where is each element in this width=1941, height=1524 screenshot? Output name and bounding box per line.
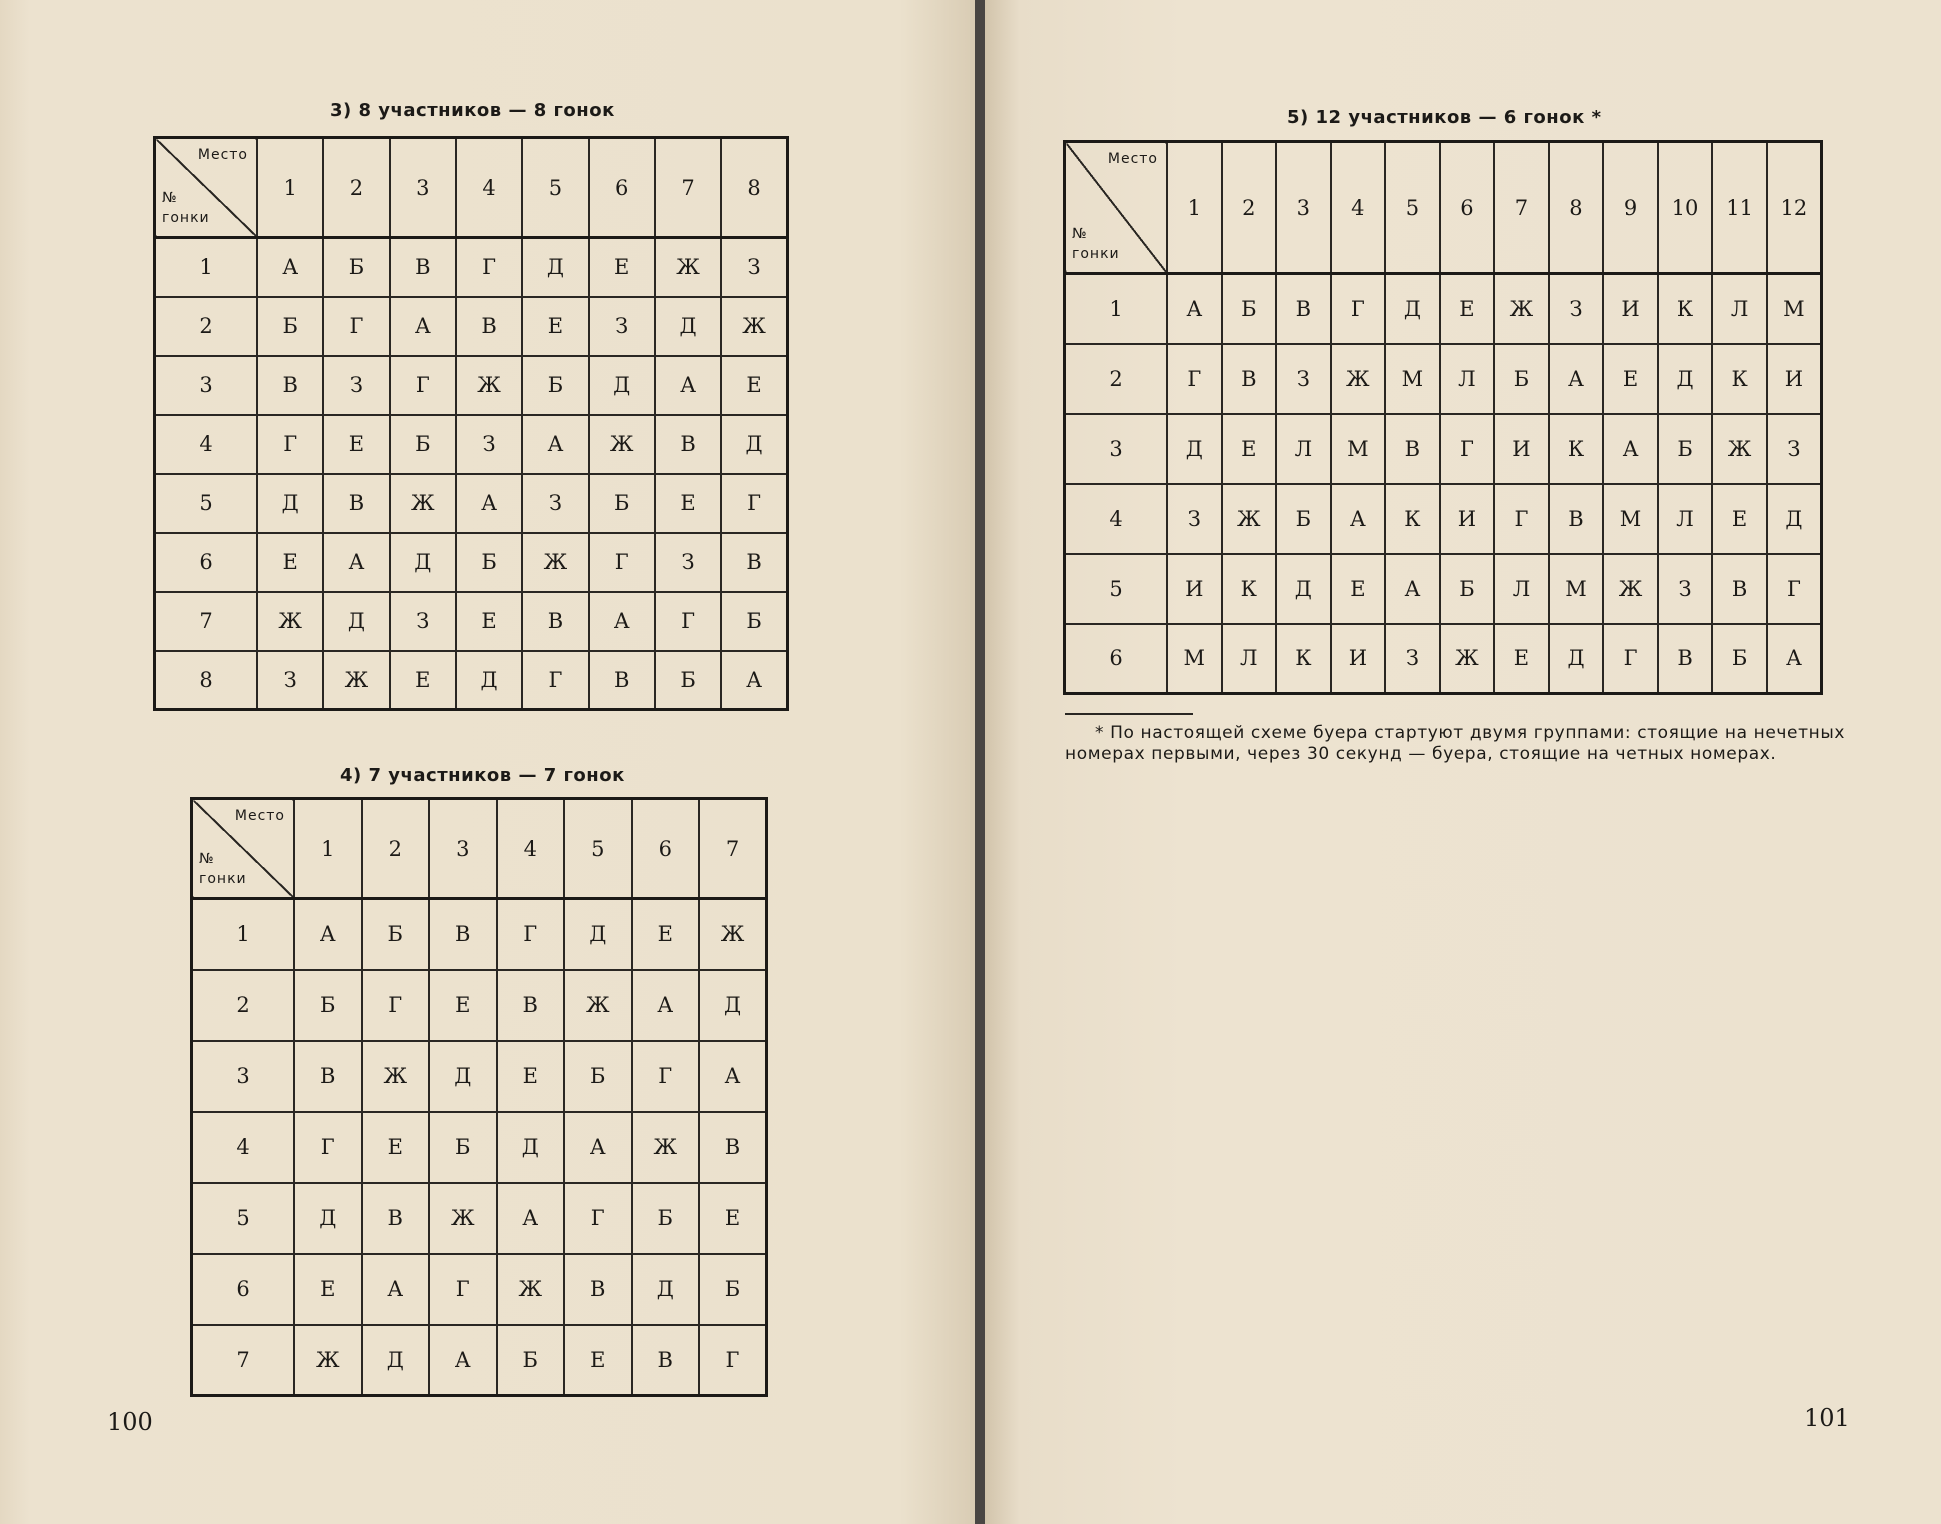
participant-cell: В — [390, 238, 456, 297]
participant-cell: Е — [257, 533, 323, 592]
race-number: 6 — [1065, 624, 1168, 694]
participant-cell: И — [1331, 624, 1386, 694]
participant-cell: Е — [589, 238, 655, 297]
race-number: 2 — [1065, 344, 1168, 414]
participant-cell: В — [522, 592, 588, 651]
corner-race-label — [1072, 224, 1120, 264]
participant-cell: Д — [632, 1254, 700, 1325]
table-row — [1065, 624, 1822, 694]
participant-cell: Г — [1767, 554, 1822, 624]
participant-cell: З — [1767, 414, 1822, 484]
participant-cell: А — [589, 592, 655, 651]
participant-cell: Г — [564, 1183, 632, 1254]
participant-cell: Л — [1658, 484, 1713, 554]
race-number: 6 — [192, 1254, 295, 1325]
participant-cell: Д — [257, 474, 323, 533]
participant-cell: А — [497, 1183, 565, 1254]
column-header: 1 — [1167, 142, 1222, 274]
participant-cell: Г — [1167, 344, 1222, 414]
participant-cell: Д — [1767, 484, 1822, 554]
page-number-left: 100 — [107, 1408, 153, 1436]
participant-cell: И — [1494, 414, 1549, 484]
column-header: 10 — [1658, 142, 1713, 274]
participant-cell: К — [1712, 344, 1767, 414]
participant-cell: Е — [1440, 274, 1495, 344]
participant-cell: А — [632, 970, 700, 1041]
participant-cell: В — [1549, 484, 1604, 554]
participant-cell: Г — [1603, 624, 1658, 694]
table-row — [1065, 414, 1822, 484]
participant-cell: Е — [522, 297, 588, 356]
participant-cell: З — [1658, 554, 1713, 624]
participant-cell: Г — [1331, 274, 1386, 344]
column-header: 11 — [1712, 142, 1767, 274]
participant-cell: Ж — [362, 1041, 430, 1112]
participant-cell: Ж — [323, 651, 389, 710]
participant-cell: В — [257, 356, 323, 415]
participant-cell: Г — [1440, 414, 1495, 484]
column-header: 4 — [497, 799, 565, 899]
participant-cell: Д — [1276, 554, 1331, 624]
participant-cell: В — [456, 297, 522, 356]
participant-cell: Ж — [564, 970, 632, 1041]
column-header: 6 — [632, 799, 700, 899]
participant-cell: Д — [294, 1183, 362, 1254]
column-header: 4 — [456, 138, 522, 238]
participant-cell: Б — [497, 1325, 565, 1396]
column-header: 1 — [257, 138, 323, 238]
table-row — [155, 474, 788, 533]
column-header: 5 — [564, 799, 632, 899]
participant-cell: К — [1222, 554, 1277, 624]
table-row — [155, 297, 788, 356]
participant-cell: Е — [1603, 344, 1658, 414]
participant-cell: В — [721, 533, 787, 592]
participant-cell: Ж — [699, 899, 767, 970]
participant-cell: А — [362, 1254, 430, 1325]
participant-cell: Ж — [1222, 484, 1277, 554]
participant-cell: Е — [721, 356, 787, 415]
participant-cell: А — [1603, 414, 1658, 484]
corner-race-label — [162, 188, 210, 228]
participant-cell: Д — [497, 1112, 565, 1183]
participant-cell: Л — [1712, 274, 1767, 344]
corner-race-word: гонки — [162, 210, 210, 226]
race-number: 3 — [1065, 414, 1168, 484]
participant-cell: А — [699, 1041, 767, 1112]
race-number: 7 — [192, 1325, 295, 1396]
corner-header — [155, 138, 258, 238]
participant-cell: И — [1440, 484, 1495, 554]
participant-cell: А — [721, 651, 787, 710]
corner-header — [1065, 142, 1168, 274]
participant-cell: Б — [257, 297, 323, 356]
participant-cell: В — [589, 651, 655, 710]
corner-number-sign: № — [162, 190, 178, 206]
participant-cell: Ж — [1603, 554, 1658, 624]
participant-cell: Б — [362, 899, 430, 970]
participant-cell: В — [564, 1254, 632, 1325]
participant-cell: Б — [564, 1041, 632, 1112]
table-row — [192, 1325, 767, 1396]
table-row — [1065, 344, 1822, 414]
participant-cell: А — [1385, 554, 1440, 624]
participant-cell: З — [589, 297, 655, 356]
column-header: 2 — [323, 138, 389, 238]
table-row — [155, 356, 788, 415]
race-number: 2 — [192, 970, 295, 1041]
participant-cell: З — [655, 533, 721, 592]
participant-cell: Г — [429, 1254, 497, 1325]
participant-cell: Ж — [257, 592, 323, 651]
participant-cell: А — [390, 297, 456, 356]
participant-cell: З — [456, 415, 522, 474]
participant-cell: Б — [294, 970, 362, 1041]
column-header: 7 — [699, 799, 767, 899]
column-header: 6 — [1440, 142, 1495, 274]
participant-cell: Г — [294, 1112, 362, 1183]
participant-cell: К — [1385, 484, 1440, 554]
participant-cell: Г — [699, 1325, 767, 1396]
participant-cell: Ж — [1440, 624, 1495, 694]
race-number: 1 — [192, 899, 295, 970]
participant-cell: В — [1712, 554, 1767, 624]
participant-cell: З — [1385, 624, 1440, 694]
corner-race-word: гонки — [199, 871, 247, 887]
participant-cell: М — [1331, 414, 1386, 484]
participant-cell: Г — [257, 415, 323, 474]
table-row — [1065, 554, 1822, 624]
table-row — [155, 238, 788, 297]
participant-cell: Г — [655, 592, 721, 651]
participant-cell: И — [1167, 554, 1222, 624]
participant-cell: Л — [1222, 624, 1277, 694]
column-header: 9 — [1603, 142, 1658, 274]
participant-cell: И — [1767, 344, 1822, 414]
table-row — [192, 1041, 767, 1112]
participant-cell: Б — [456, 533, 522, 592]
participant-cell: Е — [1331, 554, 1386, 624]
participant-cell: В — [699, 1112, 767, 1183]
participant-cell: Д — [390, 533, 456, 592]
participant-cell: Е — [564, 1325, 632, 1396]
participant-cell: Е — [1494, 624, 1549, 694]
participant-cell: Б — [1222, 274, 1277, 344]
table3-caption: 3) 8 участников — 8 гонок — [330, 100, 615, 121]
participant-cell: Л — [1494, 554, 1549, 624]
participant-cell: Ж — [721, 297, 787, 356]
column-header: 2 — [362, 799, 430, 899]
participant-cell: М — [1767, 274, 1822, 344]
participant-cell: Б — [390, 415, 456, 474]
participant-cell: Ж — [1712, 414, 1767, 484]
participant-cell: Ж — [632, 1112, 700, 1183]
column-header: 8 — [1549, 142, 1604, 274]
race-number: 3 — [192, 1041, 295, 1112]
participant-cell: Г — [589, 533, 655, 592]
participant-cell: А — [429, 1325, 497, 1396]
participant-cell: А — [257, 238, 323, 297]
participant-cell: А — [323, 533, 389, 592]
participant-cell: Г — [721, 474, 787, 533]
participant-cell: З — [390, 592, 456, 651]
participant-cell: Б — [1712, 624, 1767, 694]
participant-cell: Б — [1440, 554, 1495, 624]
race-number: 2 — [155, 297, 258, 356]
participant-cell: А — [1549, 344, 1604, 414]
participant-cell: Л — [1276, 414, 1331, 484]
participant-cell: В — [1658, 624, 1713, 694]
participant-cell: К — [1658, 274, 1713, 344]
corner-place-label: Место — [234, 808, 285, 824]
race-number: 4 — [192, 1112, 295, 1183]
participant-cell: Е — [456, 592, 522, 651]
column-header: 12 — [1767, 142, 1822, 274]
participant-cell: Г — [1494, 484, 1549, 554]
participant-cell: Г — [323, 297, 389, 356]
participant-cell: Б — [1276, 484, 1331, 554]
participant-cell: Б — [522, 356, 588, 415]
book-gutter — [975, 0, 985, 1524]
footnote-rule — [1065, 713, 1193, 715]
column-header: 5 — [522, 138, 588, 238]
table-row — [192, 970, 767, 1041]
participant-cell: З — [1549, 274, 1604, 344]
participant-cell: Б — [1494, 344, 1549, 414]
corner-number-sign: № — [1072, 226, 1088, 242]
participant-cell: Е — [294, 1254, 362, 1325]
race-number: 4 — [1065, 484, 1168, 554]
participant-cell: Д — [1385, 274, 1440, 344]
race-number: 5 — [1065, 554, 1168, 624]
participant-cell: М — [1549, 554, 1604, 624]
table-row — [1065, 484, 1822, 554]
participant-cell: Ж — [589, 415, 655, 474]
participant-cell: А — [1167, 274, 1222, 344]
participant-cell: В — [294, 1041, 362, 1112]
table-row — [155, 533, 788, 592]
participant-cell: Б — [655, 651, 721, 710]
page-number-right: 101 — [1804, 1404, 1850, 1432]
participant-cell: Д — [655, 297, 721, 356]
column-header: 3 — [390, 138, 456, 238]
column-header: 3 — [429, 799, 497, 899]
race-number: 7 — [155, 592, 258, 651]
race-number: 1 — [1065, 274, 1168, 344]
participant-cell: Б — [429, 1112, 497, 1183]
footnote: * По настоящей схеме буера стартуют двумя группами: стоящие на нечетных номерах первыми, через 30 секунд — буера, стоящие на четных номерах. — [1065, 723, 1845, 764]
participant-cell: А — [1331, 484, 1386, 554]
participant-cell: А — [1767, 624, 1822, 694]
corner-place-label: Место — [1107, 151, 1158, 167]
participant-cell: А — [564, 1112, 632, 1183]
participant-cell: Б — [323, 238, 389, 297]
table-row — [155, 592, 788, 651]
participant-cell: В — [429, 899, 497, 970]
participant-cell: З — [257, 651, 323, 710]
participant-cell: Д — [589, 356, 655, 415]
table-row — [192, 1112, 767, 1183]
participant-cell: З — [1276, 344, 1331, 414]
participant-cell: Д — [1658, 344, 1713, 414]
participant-cell: К — [1549, 414, 1604, 484]
table-row — [155, 415, 788, 474]
race-number: 3 — [155, 356, 258, 415]
participant-cell: Е — [429, 970, 497, 1041]
participant-cell: Д — [699, 970, 767, 1041]
participant-cell: А — [294, 899, 362, 970]
table-row — [192, 1183, 767, 1254]
participant-cell: В — [1385, 414, 1440, 484]
participant-cell: З — [1167, 484, 1222, 554]
corner-header — [192, 799, 295, 899]
participant-cell: Д — [362, 1325, 430, 1396]
participant-cell: Г — [456, 238, 522, 297]
column-header: 8 — [721, 138, 787, 238]
column-header: 3 — [1276, 142, 1331, 274]
table3 — [153, 136, 789, 711]
participant-cell: Е — [1712, 484, 1767, 554]
participant-cell: В — [655, 415, 721, 474]
column-header: 2 — [1222, 142, 1277, 274]
race-number: 5 — [155, 474, 258, 533]
table4-caption: 4) 7 участников — 7 гонок — [340, 765, 625, 786]
corner-race-label — [199, 849, 247, 889]
participant-cell: З — [522, 474, 588, 533]
participant-cell: Д — [323, 592, 389, 651]
participant-cell: Е — [632, 899, 700, 970]
participant-cell: Г — [362, 970, 430, 1041]
race-number: 4 — [155, 415, 258, 474]
table-row — [192, 1254, 767, 1325]
participant-cell: М — [1167, 624, 1222, 694]
participant-cell: А — [655, 356, 721, 415]
table-row — [1065, 274, 1822, 344]
participant-cell: А — [456, 474, 522, 533]
participant-cell: В — [1276, 274, 1331, 344]
participant-cell: Д — [721, 415, 787, 474]
table-row — [192, 899, 767, 970]
table5-caption: 5) 12 участников — 6 гонок * — [1287, 107, 1602, 128]
participant-cell: Ж — [390, 474, 456, 533]
participant-cell: Е — [362, 1112, 430, 1183]
participant-cell: В — [1222, 344, 1277, 414]
participant-cell: Ж — [456, 356, 522, 415]
participant-cell: Д — [429, 1041, 497, 1112]
participant-cell: Ж — [497, 1254, 565, 1325]
participant-cell: А — [522, 415, 588, 474]
participant-cell: Е — [390, 651, 456, 710]
participant-cell: Б — [721, 592, 787, 651]
column-header: 6 — [589, 138, 655, 238]
participant-cell: Ж — [655, 238, 721, 297]
participant-cell: Ж — [294, 1325, 362, 1396]
participant-cell: Г — [522, 651, 588, 710]
participant-cell: Ж — [522, 533, 588, 592]
participant-cell: Д — [456, 651, 522, 710]
corner-number-sign: № — [199, 851, 215, 867]
participant-cell: В — [362, 1183, 430, 1254]
race-number: 1 — [155, 238, 258, 297]
table5 — [1063, 140, 1823, 695]
participant-cell: Б — [699, 1254, 767, 1325]
race-number: 8 — [155, 651, 258, 710]
participant-cell: Е — [699, 1183, 767, 1254]
participant-cell: Ж — [1331, 344, 1386, 414]
participant-cell: И — [1603, 274, 1658, 344]
column-header: 1 — [294, 799, 362, 899]
participant-cell: Г — [390, 356, 456, 415]
column-header: 5 — [1385, 142, 1440, 274]
participant-cell: Г — [497, 899, 565, 970]
participant-cell: Л — [1440, 344, 1495, 414]
participant-cell: В — [497, 970, 565, 1041]
participant-cell: В — [323, 474, 389, 533]
participant-cell: Е — [655, 474, 721, 533]
participant-cell: Ж — [429, 1183, 497, 1254]
participant-cell: Е — [323, 415, 389, 474]
race-number: 6 — [155, 533, 258, 592]
participant-cell: Д — [1167, 414, 1222, 484]
participant-cell: Б — [632, 1183, 700, 1254]
participant-cell: Б — [589, 474, 655, 533]
participant-cell: З — [323, 356, 389, 415]
table-row — [155, 651, 788, 710]
participant-cell: К — [1276, 624, 1331, 694]
participant-cell: Ж — [1494, 274, 1549, 344]
table4 — [190, 797, 768, 1397]
participant-cell: З — [721, 238, 787, 297]
corner-place-label: Место — [197, 147, 248, 163]
participant-cell: Е — [497, 1041, 565, 1112]
participant-cell: Д — [1549, 624, 1604, 694]
participant-cell: В — [632, 1325, 700, 1396]
participant-cell: Д — [522, 238, 588, 297]
participant-cell: М — [1385, 344, 1440, 414]
participant-cell: Д — [564, 899, 632, 970]
participant-cell: Е — [1222, 414, 1277, 484]
column-header: 7 — [1494, 142, 1549, 274]
participant-cell: М — [1603, 484, 1658, 554]
participant-cell: Б — [1658, 414, 1713, 484]
column-header: 7 — [655, 138, 721, 238]
participant-cell: Г — [632, 1041, 700, 1112]
race-number: 5 — [192, 1183, 295, 1254]
corner-race-word: гонки — [1072, 246, 1120, 262]
column-header: 4 — [1331, 142, 1386, 274]
